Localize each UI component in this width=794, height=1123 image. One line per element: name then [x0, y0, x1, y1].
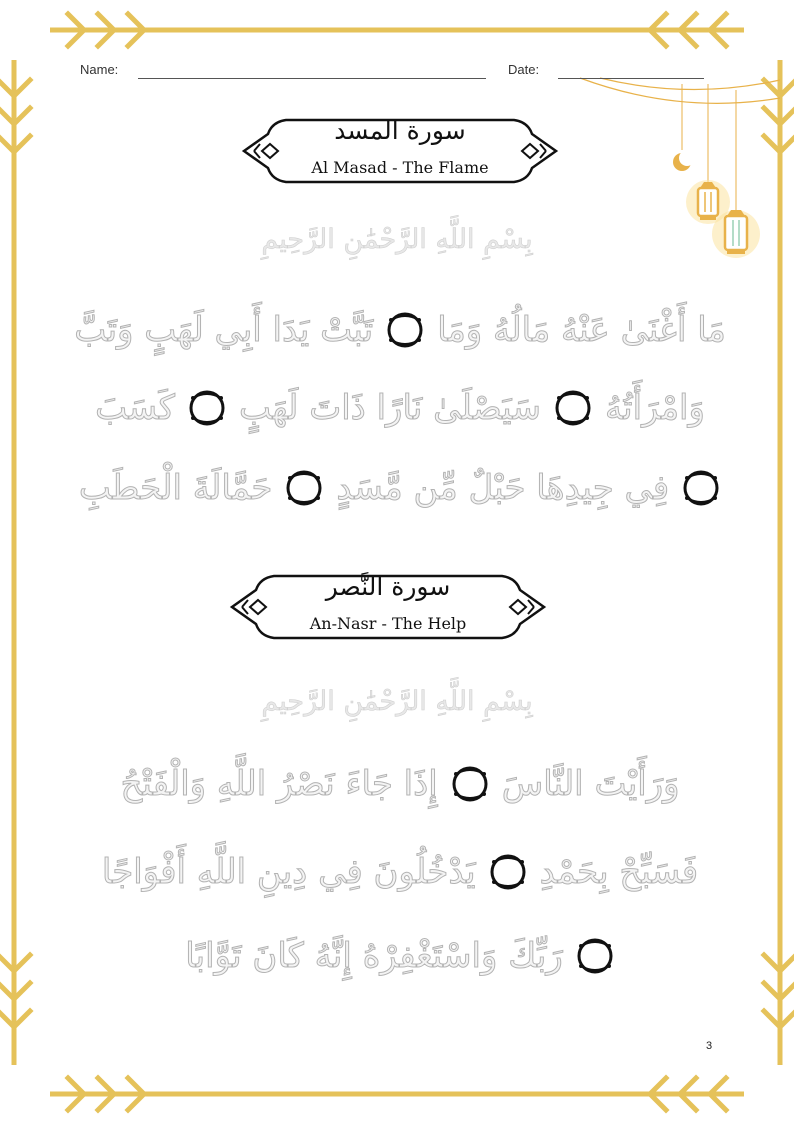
ayah-end-marker-icon [284, 468, 324, 508]
trace-text: فَسَبِّحْ بِحَمْدِ [539, 852, 699, 892]
ayah-end-marker-icon [450, 764, 490, 804]
crescent-moon-icon [673, 150, 695, 171]
surah-title-plate [228, 570, 548, 644]
name-field[interactable] [138, 78, 486, 79]
trace-text: رَبِّكَ وَاسْتَغْفِرْهُ إِنَّهُ كَانَ تَوَّابًا [185, 936, 563, 976]
surah-title-english: Al Masad - The Flame [311, 158, 489, 177]
surah-title-english: An-Nasr - The Help [309, 614, 467, 633]
ayah-line [74, 300, 726, 360]
date-label: Date: [508, 62, 540, 77]
trace-text: إِذَا جَاءَ نَصْرُ اللَّهِ وَالْفَتْحُ [120, 764, 438, 804]
basmala: بِسْمِ اللَّهِ الرَّحْمَٰنِ الرَّحِيمِ [261, 686, 533, 717]
ayah-end-marker-icon [553, 388, 593, 428]
basmala: بِسْمِ اللَّهِ الرَّحْمَٰنِ الرَّحِيمِ [261, 224, 533, 255]
trace-text: سَيَصْلَىٰ نَارًا ذَاتَ لَهَبٍ [238, 388, 541, 428]
trace-text: حَمَّالَةَ الْحَطَبِ [78, 468, 273, 508]
ayah-end-marker-icon [187, 388, 227, 428]
surah-title-arabic: سورة المسد [334, 116, 466, 145]
trace-text: كَسَبَ [95, 388, 175, 428]
ayah-line [80, 378, 720, 438]
surah-title-arabic: سورة النَّصر [325, 572, 451, 601]
trace-text: تَبَّتْ يَدَا أَبِي لَهَبٍ وَتَبَّ [74, 310, 374, 350]
trace-text: وَامْرَأَتُهُ [604, 388, 705, 428]
surah-title-plate [240, 114, 560, 188]
name-label: Name: [80, 62, 119, 77]
ayah-line [80, 754, 720, 814]
trace-text: يَدْخُلُونَ فِي دِينِ اللَّهِ أَفْوَاجًا [101, 852, 476, 892]
ayah-end-marker-icon [681, 468, 721, 508]
trace-text: فِي جِيدِهَا حَبْلٌ مِّن مَّسَدٍ [336, 468, 670, 508]
ayah-line [80, 458, 720, 518]
page-number: 3 [706, 1040, 713, 1052]
ayah-end-marker-icon [488, 852, 528, 892]
ayah-line [80, 842, 720, 902]
ayah-end-marker-icon [575, 936, 615, 976]
ayah-end-marker-icon [385, 310, 425, 350]
ayah-line [80, 926, 720, 986]
date-field[interactable] [558, 78, 704, 79]
trace-text: وَرَأَيْتَ النَّاسَ [501, 764, 680, 804]
trace-text: مَا أَغْنَىٰ عَنْهُ مَالُهُ وَمَا [437, 310, 726, 350]
